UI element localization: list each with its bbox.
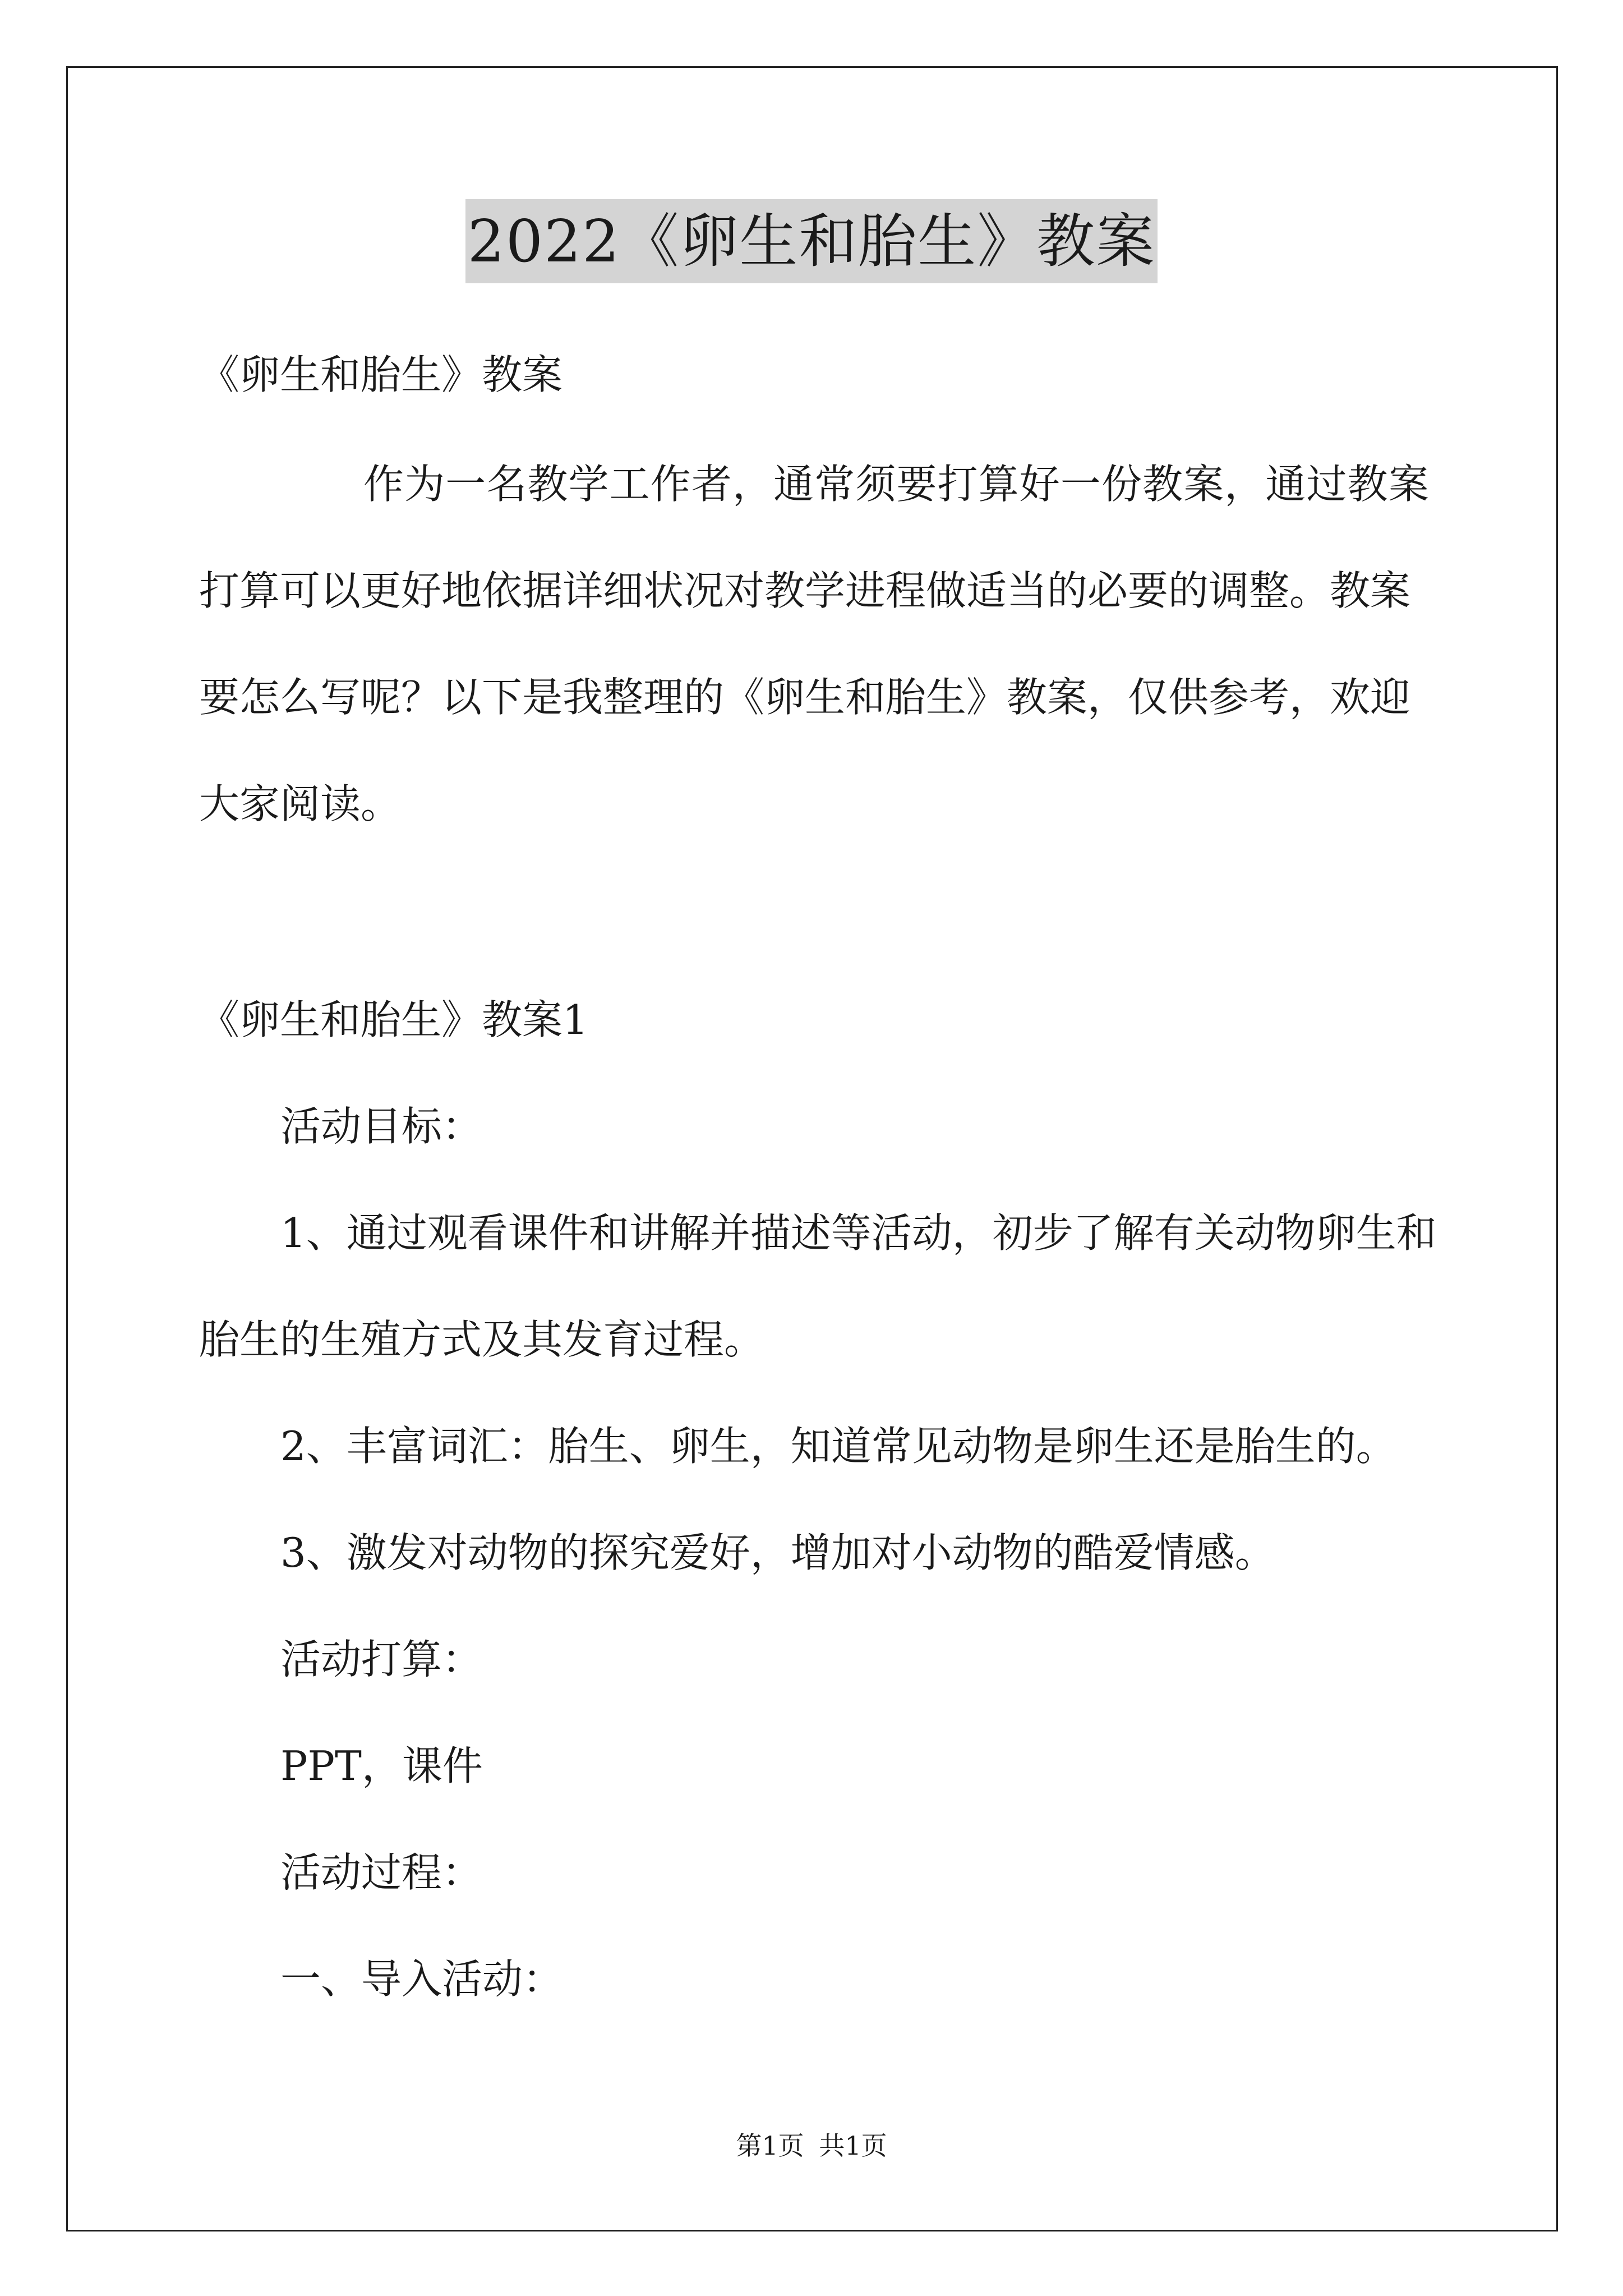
intro-line-3: 要怎么写呢？以下是我整理的《卵生和胎生》教案，仅供参考，欢迎 [199,674,1411,721]
step-1: 一、导入活动： [280,1955,564,2003]
goal-label: 活动目标： [280,1103,483,1150]
intro-line-1: 作 为 一 名 教 学 工 作 者 ， 通 常 须 要 打 算 好 一 份 教 案 ， 通 过 教 案 [363,461,1429,508]
document-subtitle: 《卵生和胎生》教案 [199,351,563,398]
goal-1-line-2: 胎生的生殖方式及其发育过程。 [199,1316,765,1363]
goal-1-line-1: 1、通过观看课件和讲解并描述等活动，初步了解有关动物卵生和 [280,1209,1437,1257]
goal-2: 2、丰富词汇：胎生、卵生，知道常见动物是卵生还是胎生的。 [280,1423,1396,1470]
intro-line-2: 打算可以更好地依据详细状况对教学进程做适当的必要的调整。教案 [199,567,1411,614]
document-title: 2022《卵生和胎生》教案 [465,199,1158,283]
prep-value: PPT，课件 [280,1742,483,1789]
process-label: 活动过程： [280,1849,483,1896]
goal-3: 3、激发对动物的探究爱好，增加对小动物的酷爱情感。 [280,1529,1275,1576]
intro-line-4: 大家阅读。 [199,780,402,827]
page-number: 第1页 [736,2131,804,2161]
section-heading: 《卵生和胎生》教案1 [199,996,588,1043]
title-container [0,199,1623,283]
page-footer [0,2129,1623,2162]
prep-label: 活动打算： [280,1636,483,1683]
page-total: 共1页 [819,2131,887,2161]
